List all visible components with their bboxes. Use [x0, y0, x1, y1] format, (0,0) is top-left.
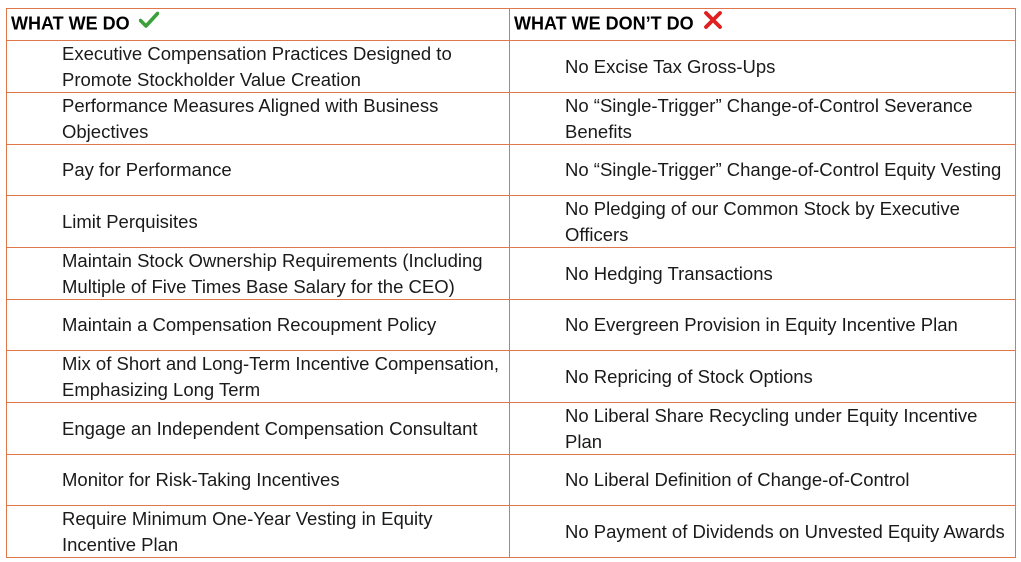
what-we-do-cell: Executive Compensation Practices Designed to Promote Stockholder Value Creation — [7, 41, 510, 93]
table-row — [7, 455, 1016, 506]
what-we-dont-do-cell: No Liberal Share Recycling under Equity Incentive Plan — [510, 403, 1016, 455]
x-icon — [703, 11, 723, 34]
table-row — [7, 351, 1016, 403]
what-we-dont-do-cell: No Hedging Transactions — [510, 248, 1016, 300]
what-we-do-cell: Maintain a Compensation Recoupment Policy — [7, 300, 510, 351]
table-row — [7, 41, 1016, 93]
table-row — [7, 196, 1016, 248]
what-we-dont-do-cell: No Evergreen Provision in Equity Incentive Plan — [510, 300, 1016, 351]
what-we-do-cell: Performance Measures Aligned with Business Objectives — [7, 93, 510, 145]
what-we-dont-do-cell: No Payment of Dividends on Unvested Equity Awards — [510, 506, 1016, 558]
table-row — [7, 145, 1016, 196]
checkmark-icon — [139, 11, 159, 34]
what-we-do-header — [7, 9, 510, 41]
what-we-do-cell: Pay for Performance — [7, 145, 510, 196]
table-row — [7, 248, 1016, 300]
what-we-dont-do-cell: No “Single-Trigger” Change-of-Control Equity Vesting — [510, 145, 1016, 196]
table-row — [7, 403, 1016, 455]
what-we-do-cell: Require Minimum One-Year Vesting in Equity Incentive Plan — [7, 506, 510, 558]
table-row — [7, 300, 1016, 351]
what-we-dont-do-label: WHAT WE DON’T DO — [514, 13, 694, 34]
table-row — [7, 506, 1016, 558]
what-we-dont-do-cell: No Pledging of our Common Stock by Executive Officers — [510, 196, 1016, 248]
practices-table — [6, 8, 1016, 558]
table-row — [7, 93, 1016, 145]
what-we-dont-do-header — [510, 9, 1016, 41]
what-we-dont-do-cell: No Repricing of Stock Options — [510, 351, 1016, 403]
what-we-do-cell: Mix of Short and Long-Term Incentive Compensation, Emphasizing Long Term — [7, 351, 510, 403]
what-we-do-cell: Maintain Stock Ownership Requirements (Including Multiple of Five Times Base Salary for the CEO) — [7, 248, 510, 300]
what-we-do-cell: Limit Perquisites — [7, 196, 510, 248]
what-we-dont-do-cell: No “Single-Trigger” Change-of-Control Severance Benefits — [510, 93, 1016, 145]
what-we-dont-do-cell: No Excise Tax Gross-Ups — [510, 41, 1016, 93]
what-we-do-cell: Monitor for Risk-Taking Incentives — [7, 455, 510, 506]
header-row — [7, 9, 1016, 41]
what-we-dont-do-cell: No Liberal Definition of Change-of-Control — [510, 455, 1016, 506]
what-we-do-label: WHAT WE DO — [11, 13, 130, 34]
what-we-do-cell: Engage an Independent Compensation Consultant — [7, 403, 510, 455]
practices-rows — [7, 41, 1016, 558]
